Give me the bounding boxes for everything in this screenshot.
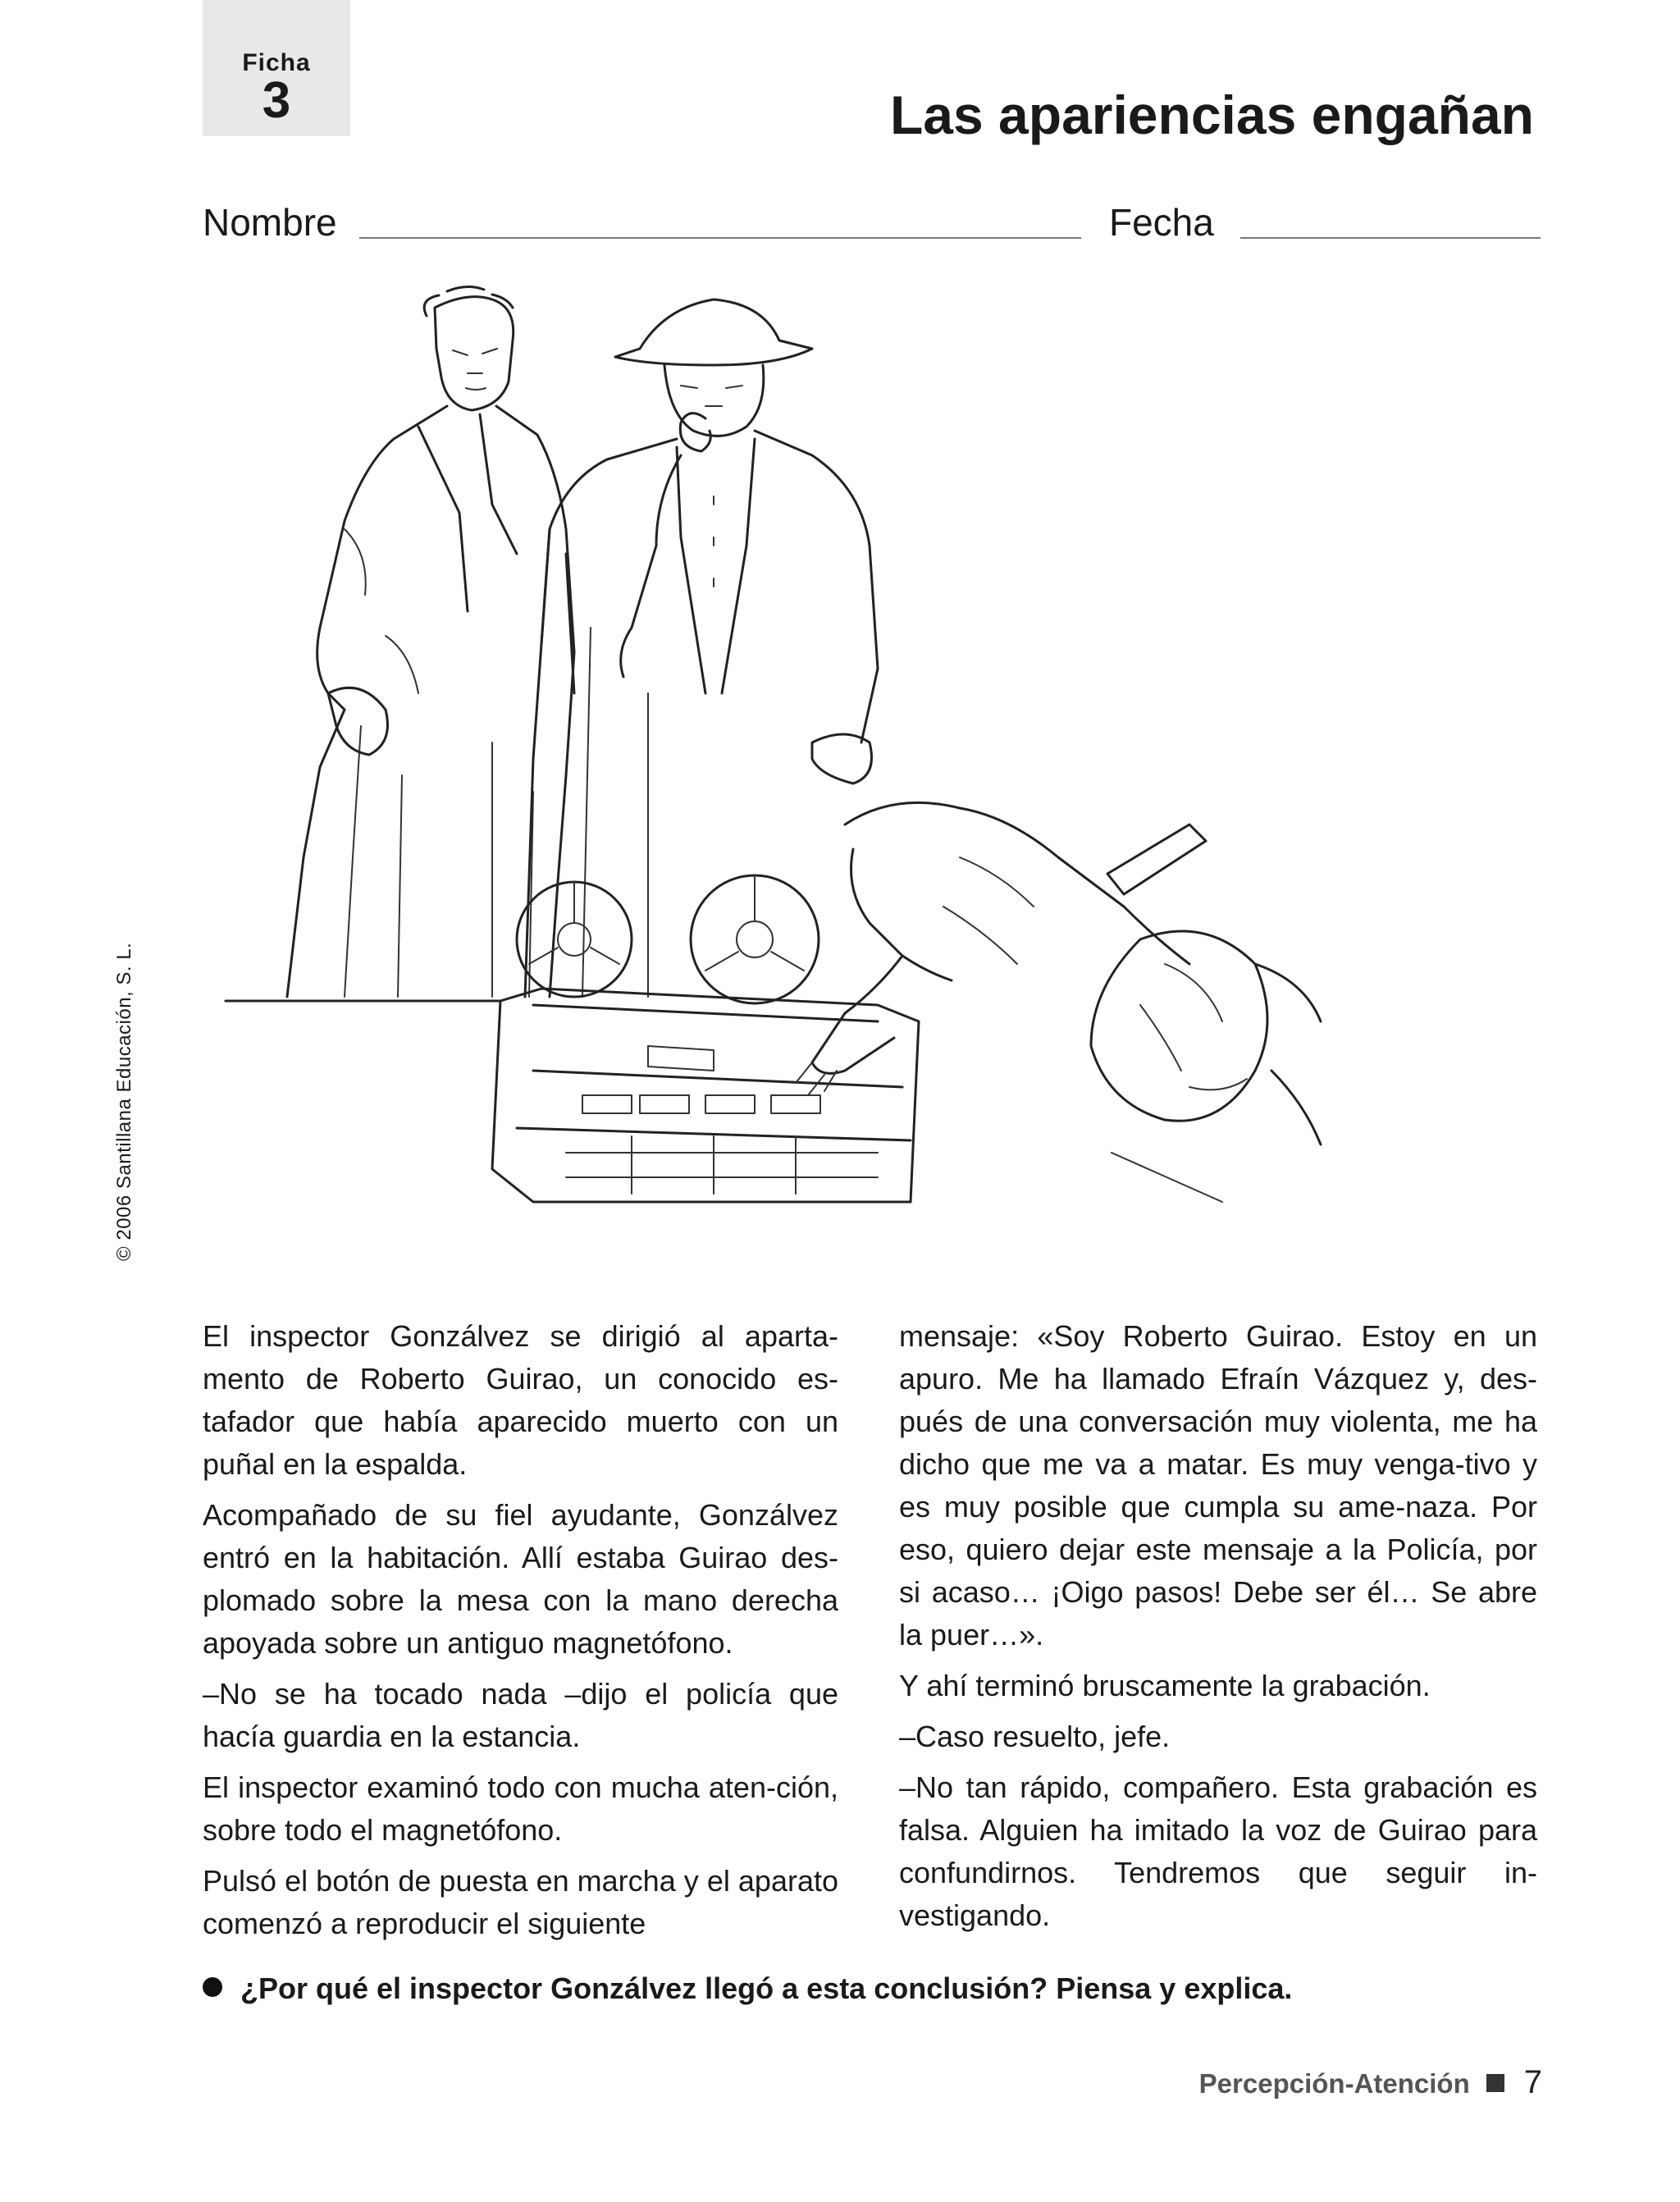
ficha-label: Ficha <box>242 49 311 76</box>
ficha-badge <box>203 0 350 136</box>
bullet-icon <box>203 1977 222 1997</box>
date-label: Fecha <box>1109 201 1214 244</box>
page-footer <box>1199 2064 1542 2101</box>
paragraph: Y ahí terminó bruscamente la grabación. <box>899 1669 1431 1702</box>
name-label: Nombre <box>203 201 337 244</box>
question-text: ¿Por qué el inspector Gonzálvez llegó a esta conclusión? Piensa y explica. <box>240 1971 1293 2005</box>
square-icon <box>1486 2074 1504 2092</box>
detective-left-figure <box>287 286 574 997</box>
detective-scene-illustration <box>221 283 1468 1300</box>
paragraph: Acompañado de su fiel ayudante, Gonzálvez entró en la habitación. Allí estaba Guirao des-plomado sobre la mesa con la mano derecha apoyada sobre un antiguo magnetófono. <box>203 1498 838 1660</box>
page-number: 7 <box>1523 2064 1542 2100</box>
ficha-number: 3 <box>262 72 291 129</box>
paragraph: –Caso resuelto, jefe. <box>899 1720 1171 1753</box>
date-field[interactable] <box>1240 237 1541 239</box>
detective-right-figure <box>525 299 878 997</box>
page-title: Las apariencias engañan <box>889 85 1534 145</box>
paragraph: mensaje: «Soy Roberto Guirao. Estoy en un apuro. Me ha llamado Efraín Vázquez y, des-pués de una conversación muy violenta, me ha dicho que me va a matar. Es muy venga-tivo y es muy posible que cumpla su ame-naza. Por eso, quiero dejar este mensaje a la Policía, por si acaso… ¡Oigo pasos! Debe ser él… Se abre la puer…». <box>899 1319 1537 1652</box>
paragraph: El inspector Gonzálvez se dirigió al aparta-mento de Roberto Guirao, un conocido es-tafador que había aparecido muerto con un puñal en la espalda. <box>203 1319 838 1481</box>
tape-recorder-drawing <box>492 875 919 1202</box>
paragraph: –No tan rápido, compañero. Esta grabación es falsa. Alguien ha imitado la voz de Guirao para confundirnos. Tendremos que seguir in-vestigando. <box>899 1770 1537 1932</box>
paragraph: –No se ha tocado nada –dijo el policía que hacía guardia en la estancia. <box>203 1677 838 1753</box>
slumped-victim-figure <box>796 802 1321 1144</box>
name-field[interactable] <box>359 237 1081 239</box>
paragraph: El inspector examinó todo con mucha aten-ción, sobre todo el magnetófono. <box>203 1770 838 1847</box>
copyright-notice: © 2006 Santillana Educación, S. L. <box>113 942 135 1261</box>
story-text-right-column <box>899 1315 1537 1945</box>
paragraph: Pulsó el botón de puesta en marcha y el aparato comenzó a reproducir el siguiente <box>203 1864 838 1940</box>
question-prompt <box>203 1967 1548 2010</box>
story-text-left-column <box>203 1315 838 1953</box>
footer-section-label: Percepción-Atención <box>1198 2068 1470 2099</box>
